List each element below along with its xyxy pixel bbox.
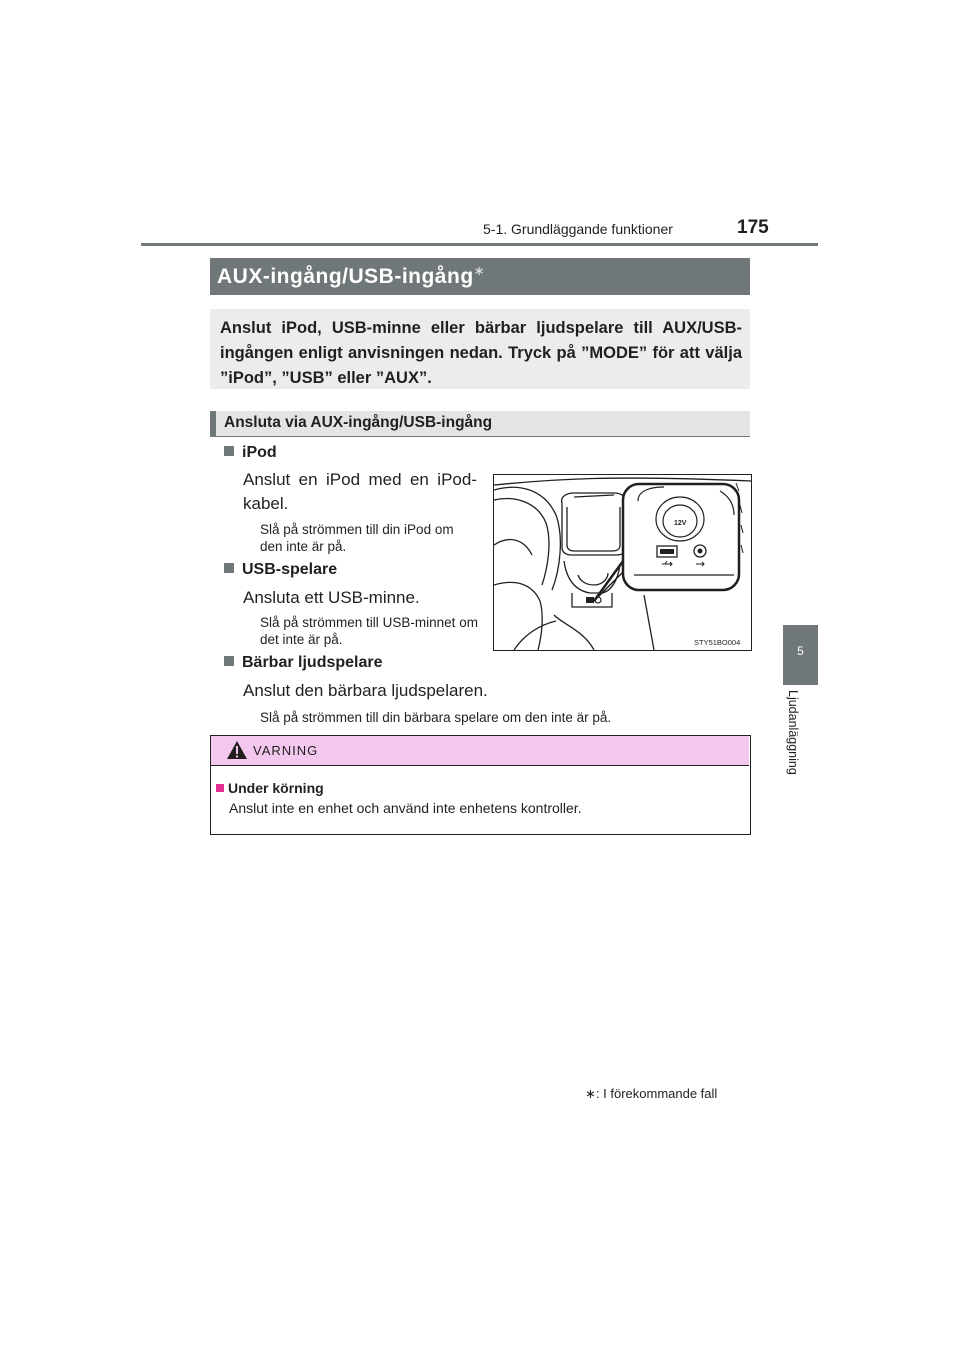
header-rule — [141, 243, 818, 246]
running-header-section: 5-1. Grundläggande funktioner — [483, 221, 673, 237]
warning-text: Anslut inte en enhet och använd inte enhetens kontroller. — [229, 800, 582, 816]
chapter-label-text: Ljudanläggning — [786, 690, 800, 775]
item-heading-ipod — [224, 444, 277, 462]
item-note-ipod: Slå på strömmen till din iPod om den inte är på. — [260, 522, 454, 554]
warning-title: VARNING — [253, 743, 319, 758]
footnote-text: : I förekommande fall — [595, 1086, 718, 1101]
item-note-portable: Slå på strömmen till din bärbara spelare om den inte är på. — [260, 710, 612, 725]
subheading-accent — [210, 411, 216, 437]
warning-subheading — [216, 780, 324, 796]
item-body-usb: Ansluta ett USB-minne. — [243, 588, 420, 607]
item-note-usb: Slå på strömmen till USB-minnet om det inte är på. — [260, 615, 478, 647]
page-title — [217, 263, 485, 289]
page-number: 175 — [737, 217, 769, 238]
title-asterisk: ∗ — [473, 263, 486, 278]
item-heading-usb — [224, 561, 337, 579]
item-body-portable: Anslut den bärbara ljudspelaren. — [243, 681, 488, 700]
chapter-tab: 5 — [783, 625, 818, 685]
square-bullet-icon — [224, 563, 234, 573]
item-heading-portable — [224, 654, 383, 672]
subheading: Ansluta via AUX-ingång/USB-ingång — [224, 414, 493, 431]
dashboard-illustration — [493, 474, 752, 651]
page-title-text: AUX-ingång/USB-ingång — [217, 265, 474, 288]
square-bullet-icon — [224, 446, 234, 456]
item-heading-text: iPod — [242, 444, 277, 461]
item-heading-text: Bärbar ljudspelare — [242, 654, 383, 671]
chapter-label — [786, 690, 806, 800]
footnote — [585, 1086, 717, 1102]
dashboard-drawing — [494, 475, 751, 650]
footnote-asterisk: ∗ — [585, 1086, 596, 1101]
pink-square-bullet-icon — [216, 784, 224, 792]
item-body-ipod: Anslut en iPod med en iPod-kabel. — [243, 470, 477, 513]
illustration-code: STY51BO004 — [694, 638, 741, 647]
item-heading-text: USB-spelare — [242, 561, 338, 578]
usb-port-small-icon — [586, 597, 594, 603]
square-bullet-icon — [224, 656, 234, 666]
warning-subheading-text: Under körning — [228, 780, 324, 796]
socket-12v-label: 12V — [674, 520, 687, 527]
warning-triangle-icon — [226, 740, 248, 765]
intro-text: Anslut iPod, USB-minne eller bärbar ljudspelare till AUX/USB-ingången enligt anvisningen nedan. Tryck på ”MODE” för att välja ”iPod”, ”USB” eller ”AUX”. — [220, 319, 742, 387]
